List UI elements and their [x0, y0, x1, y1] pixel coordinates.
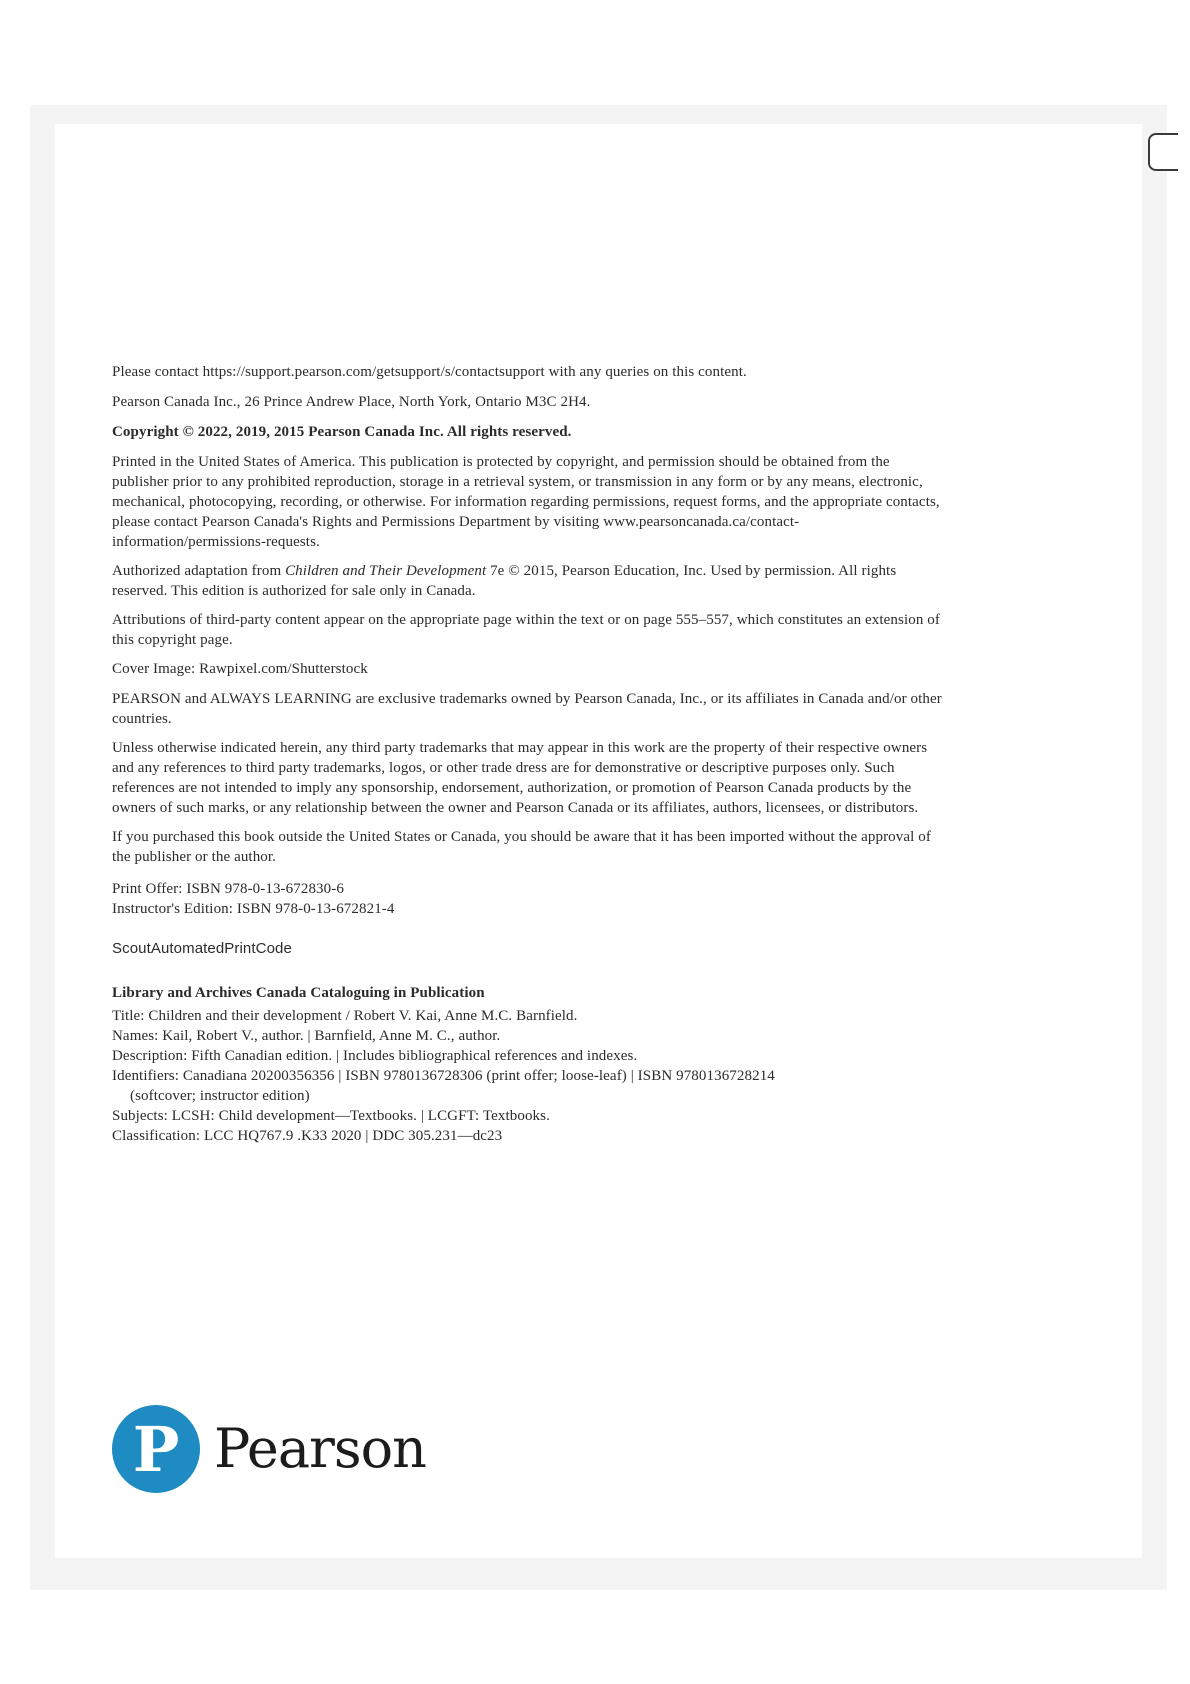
printed-paragraph: Printed in the United States of America. This publication is protected by copyright, and permission should be obtained from the publisher prior to any prohibited reproduction, storage in a retrieval system, or transmission in any form or by any means, electronic, mechanical, photocopying, recording, or otherwise. For information regarding permissions, request forms, and the appropriate contacts, please contact Pearson Canada's Rights and Permissions Department by visiting www.pearsoncanada.ca/contact-information/permissions-requests. — [112, 454, 940, 550]
copyright-page-content — [112, 362, 942, 1146]
side-panel-tab[interactable] — [1148, 133, 1178, 171]
print-offer-isbn: Print Offer: ISBN 978-0-13-672830-6 — [112, 881, 344, 897]
cataloguing-classification: Classification: LCC HQ767.9 .K33 2020 | DDC 305.231—dc23 — [112, 1128, 503, 1144]
cataloguing-subjects: Subjects: LCSH: Child development—Textbooks. | LCGFT: Textbooks. — [112, 1108, 550, 1124]
logo-mark-letter: P — [132, 1413, 180, 1486]
adaptation-prefix: Authorized adaptation from — [112, 563, 286, 579]
cover-image-line: Cover Image: Rawpixel.com/Shutterstock — [112, 661, 368, 677]
cataloguing-title: Title: Children and their development / Robert V. Kai, Anne M.C. Barnfield. — [112, 1008, 578, 1024]
adaptation-title: Children and Their Development — [285, 563, 487, 579]
isbn-block — [112, 879, 942, 919]
address-line: Pearson Canada Inc., 26 Prince Andrew Place, North York, Ontario M3C 2H4. — [112, 394, 591, 410]
instructor-edition-isbn: Instructor's Edition: ISBN 978-0-13-672821-4 — [112, 901, 395, 917]
contact-line: Please contact https://support.pearson.com/getsupport/s/contactsupport with any queries on this content. — [112, 364, 747, 380]
pearson-logo — [112, 1405, 426, 1493]
purchased-paragraph: If you purchased this book outside the United States or Canada, you should be aware that it has been imported without the approval of the publisher or the author. — [112, 829, 931, 865]
cataloguing-identifiers-continued: (softcover; instructor edition) — [130, 1088, 310, 1104]
cataloguing-names: Names: Kail, Robert V., author. | Barnfield, Anne M. C., author. — [112, 1028, 501, 1044]
cataloguing-identifiers: Identifiers: Canadiana 20200356356 | ISBN 9780136728306 (print offer; loose-leaf) | ISBN 9780136728214 — [112, 1068, 775, 1084]
cataloguing-heading: Library and Archives Canada Cataloguing in Publication — [112, 985, 485, 1001]
trademarks-paragraph: PEARSON and ALWAYS LEARNING are exclusive trademarks owned by Pearson Canada, Inc., or its affiliates in Canada and/or other countries. — [112, 691, 942, 727]
print-code: ScoutAutomatedPrintCode — [112, 940, 292, 957]
adaptation-suffix: 7e © 2015, Pearson Education, Inc. Used by permission. All rights reserved. This edition is authorized for sale only in Canada. — [112, 563, 897, 599]
pearson-wordmark: Pearson — [214, 1417, 426, 1480]
pearson-logo-mark-icon — [112, 1405, 200, 1493]
adaptation-paragraph — [112, 561, 942, 601]
third-party-paragraph: Unless otherwise indicated herein, any third party trademarks that may appear in this work are the property of their respective owners and any references to third party trademarks, logos, or other trade dress are for demonstrative or descriptive purposes only. Such references are not intended to imply any sponsorship, endorsement, authorization, or promotion of Pearson Canada products by the owners of such marks, or any relationship between the owner and Pearson Canada or its affiliates, authors, licensees, or distributors. — [112, 740, 928, 816]
cataloguing-description: Description: Fifth Canadian edition. | Includes bibliographical references and indexes. — [112, 1048, 638, 1064]
attributions-paragraph: Attributions of third-party content appear on the appropriate page within the text or on page 555–557, which constitutes an extension of this copyright page. — [112, 612, 940, 648]
cataloguing-block — [112, 983, 942, 1146]
copyright-line: Copyright © 2022, 2019, 2015 Pearson Canada Inc. All rights reserved. — [112, 424, 572, 440]
